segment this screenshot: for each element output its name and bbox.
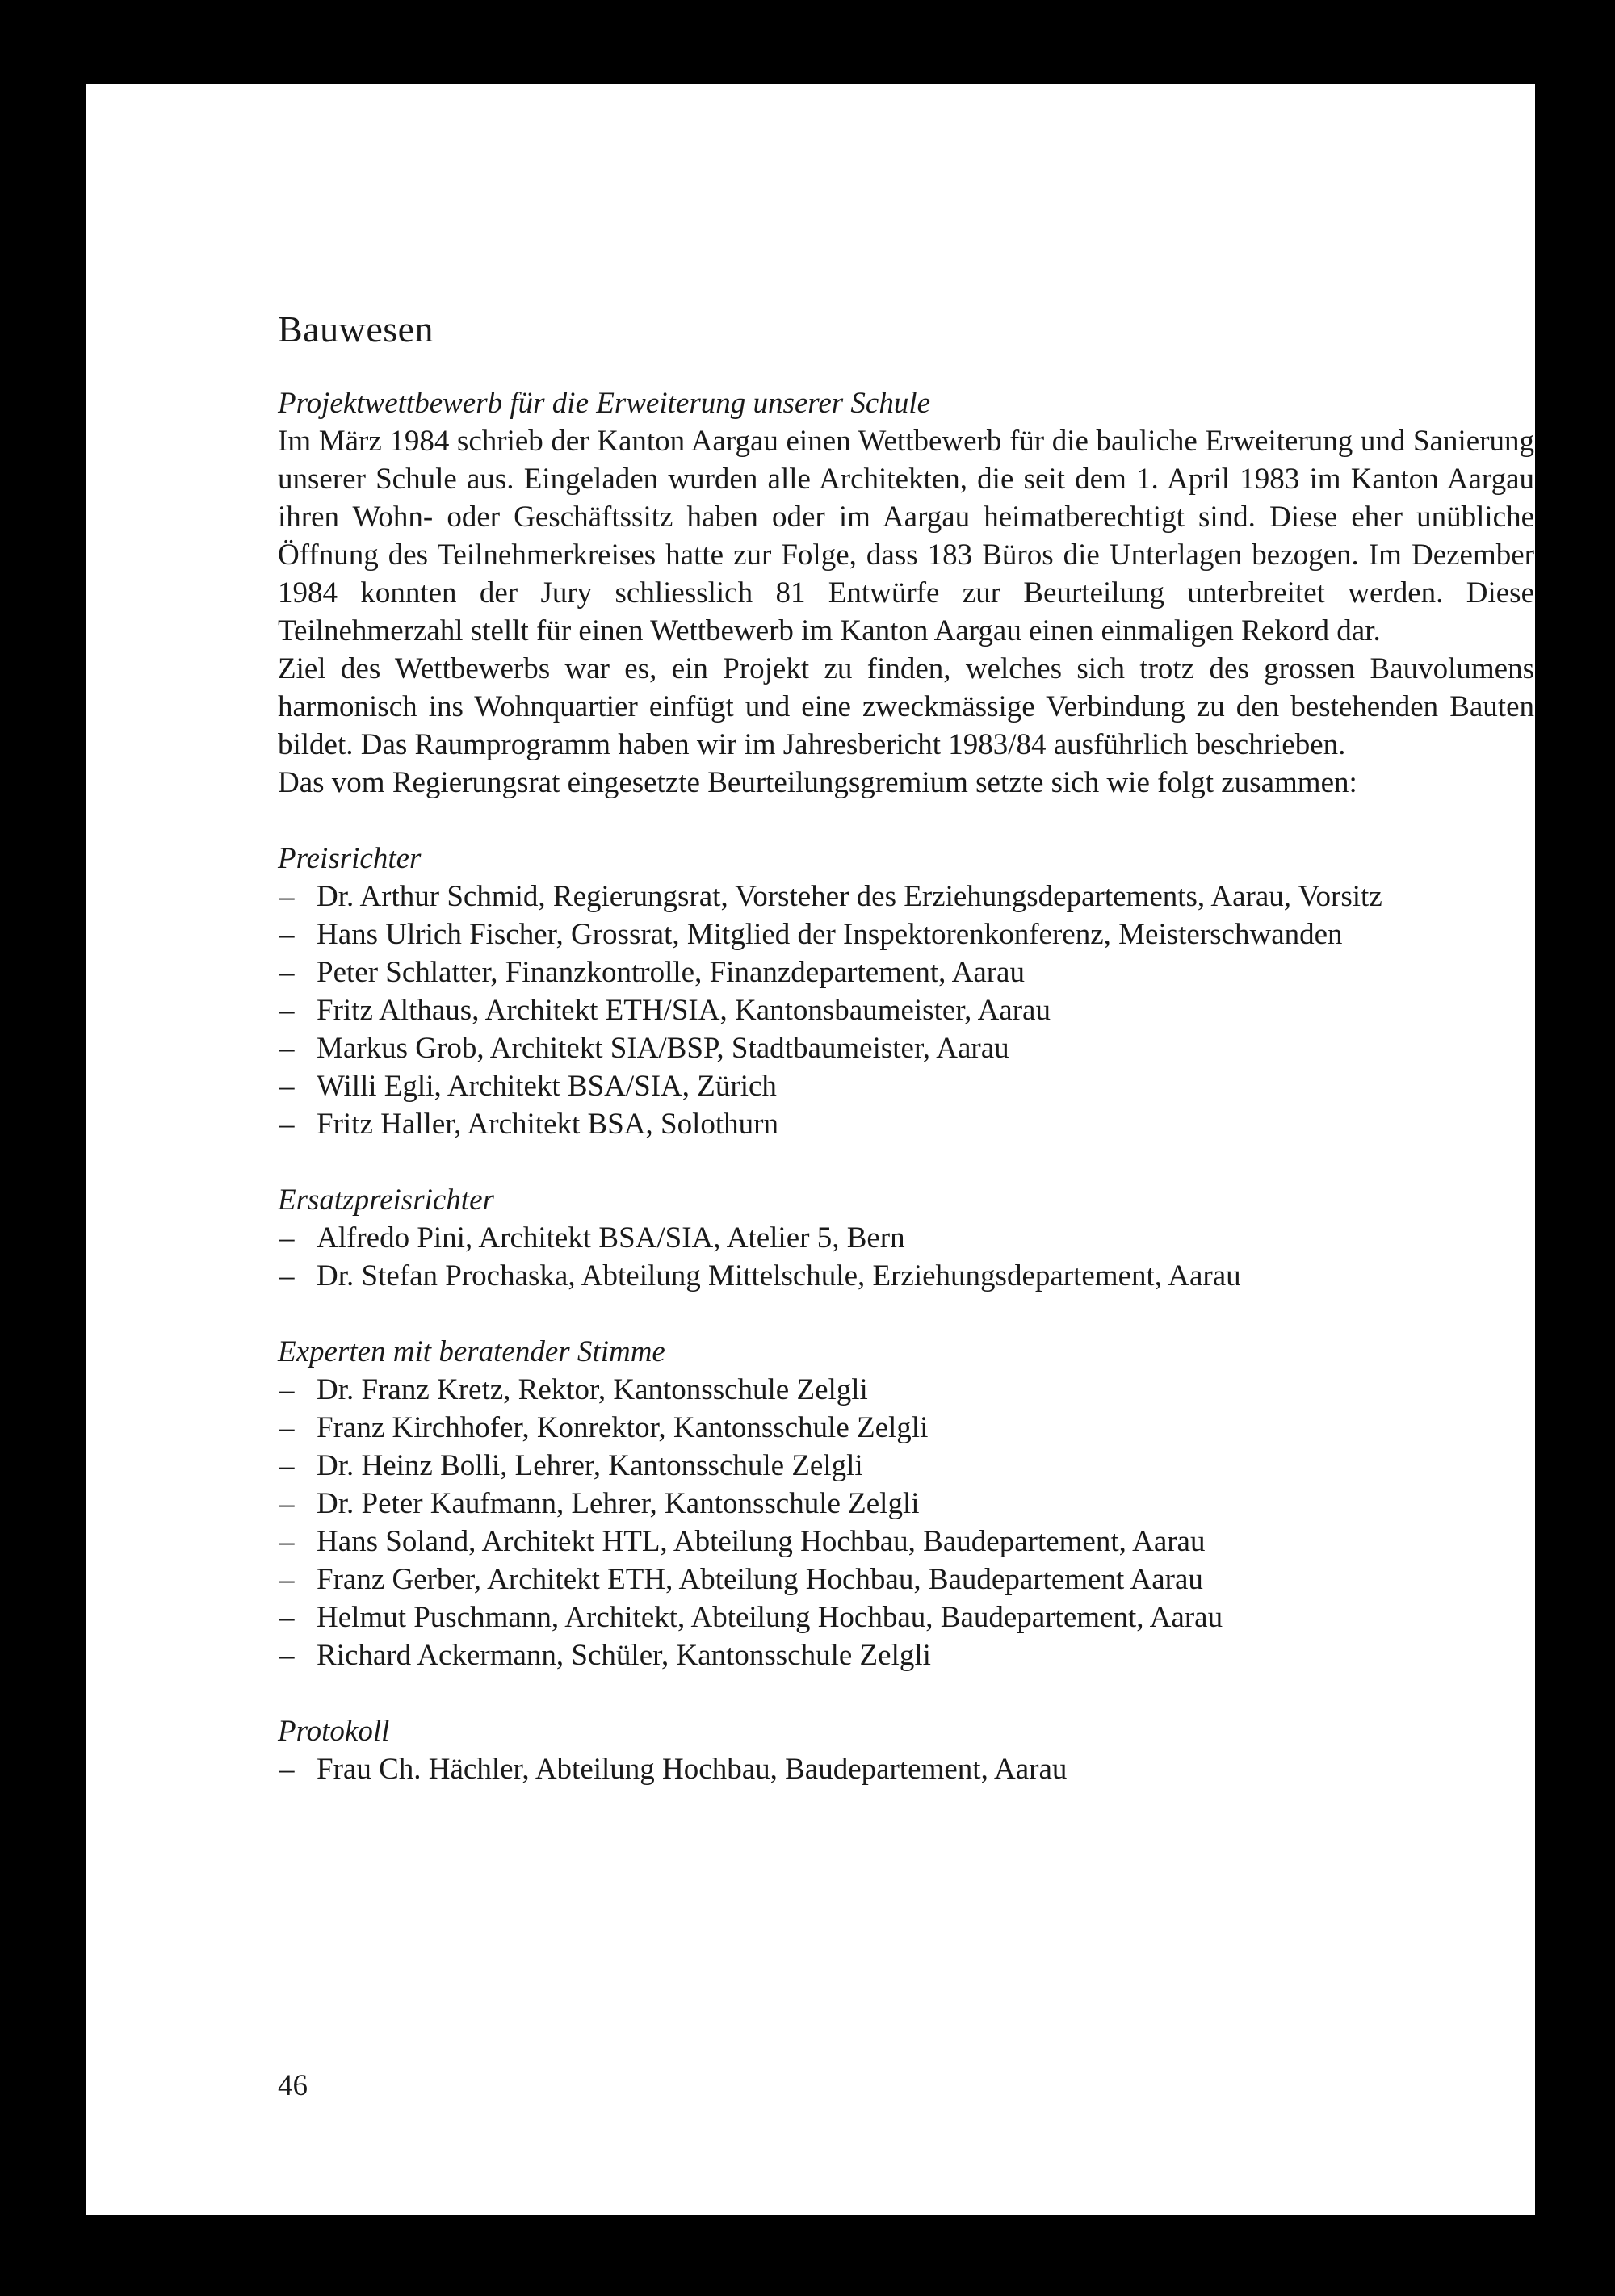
page-content (278, 305, 1534, 1788)
section-protokoll (278, 1712, 1534, 1788)
list-item (278, 991, 1534, 1029)
intro-paragraph-2: Ziel des Wettbewerbs war es, ein Projekt zu finden, welches sich trotz des grossen Bauvolumens harmonisch ins Wohnquartier einfügt und eine zweckmässige Verbindung zu den bestehenden Bauten bildet. Das Raumprogramm haben wir im Jahresbericht 1983/84 ausführlich beschrieben. (278, 652, 1534, 761)
list-item (278, 1523, 1534, 1561)
list-item (278, 1598, 1534, 1636)
list-item (278, 1219, 1534, 1257)
dash-marker: – (279, 1411, 295, 1444)
list-item (278, 1485, 1534, 1523)
list-item-text: Richard Ackermann, Schüler, Kantonsschule Zelgli (317, 1639, 931, 1672)
list-item-text: Frau Ch. Hächler, Abteilung Hochbau, Baudepartement, Aarau (317, 1753, 1068, 1786)
dash-marker: – (279, 880, 295, 913)
list-item (278, 1447, 1534, 1485)
dash-marker: – (279, 1070, 295, 1103)
list-item-text: Dr. Heinz Bolli, Lehrer, Kantonsschule Zelgli (317, 1449, 863, 1482)
intro-paragraph-3: Das vom Regierungsrat eingesetzte Beurteilungsgremium setzte sich wie folgt zusammen: (278, 766, 1357, 799)
section-title-experten: Experten mit beratender Stimme (278, 1335, 665, 1368)
section-ersatzpreisrichter (278, 1181, 1534, 1295)
list-item-text: Willi Egli, Architekt BSA/SIA, Zürich (317, 1070, 777, 1103)
list-item (278, 1636, 1534, 1674)
list-item-text: Dr. Arthur Schmid, Regierungsrat, Vorsteher des Erziehungsdepartements, Aarau, Vorsitz (317, 880, 1382, 913)
dash-marker: – (279, 1221, 295, 1255)
list-item-text: Franz Gerber, Architekt ETH, Abteilung Hochbau, Baudepartement Aarau (317, 1563, 1203, 1596)
list-item (278, 1409, 1534, 1447)
list-item-text: Fritz Althaus, Architekt ETH/SIA, Kantonsbaumeister, Aarau (317, 994, 1051, 1027)
dash-marker: – (279, 1259, 295, 1293)
dash-marker: – (279, 1032, 295, 1065)
list-ersatzpreisrichter (278, 1219, 1534, 1295)
dash-marker: – (279, 1639, 295, 1672)
list-experten (278, 1371, 1534, 1674)
section-title-ersatzpreisrichter: Ersatzpreisrichter (278, 1184, 494, 1217)
section-title-preisrichter: Preisrichter (278, 842, 422, 875)
list-item (278, 1067, 1534, 1105)
page-sheet (86, 84, 1535, 2215)
list-item (278, 1750, 1534, 1788)
list-protokoll (278, 1750, 1534, 1788)
dash-marker: – (279, 1601, 295, 1634)
dash-marker: – (279, 1563, 295, 1596)
page-title: Bauwesen (278, 308, 434, 350)
intro-paragraph-1: Im März 1984 schrieb der Kanton Aargau einen Wettbewerb für die bauliche Erweiterung und Sanierung unserer Schule aus. Eingeladen wurden alle Architekten, die seit dem 1. April 1983 im Kanton Aargau ihren Wohn- oder Geschäftssitz haben oder im Aargau heimatberechtigt sind. Diese eher unübliche Öffnung des Teilnehmerkreises hatte zur Folge, dass 183 Büros die Unterlagen bezogen. Im Dezember 1984 konnten der Jury schliesslich 81 Entwürfe zur Beurteilung unterbreitet werden. Diese Teilnehmerzahl stellt für einen Wettbewerb im Kanton Aargau einen einmaligen Rekord dar. (278, 425, 1534, 647)
intro-subtitle: Projektwettbewerb für die Erweiterung unserer Schule (278, 387, 931, 420)
section-experten (278, 1333, 1534, 1674)
dash-marker: – (279, 1487, 295, 1520)
list-item (278, 1029, 1534, 1067)
list-item (278, 953, 1534, 991)
dash-marker: – (279, 994, 295, 1027)
page-number: 46 (278, 2069, 308, 2102)
list-item (278, 1105, 1534, 1143)
list-item (278, 878, 1534, 915)
list-preisrichter (278, 878, 1534, 1143)
list-item-text: Dr. Franz Kretz, Rektor, Kantonsschule Zelgli (317, 1373, 868, 1406)
section-title-protokoll: Protokoll (278, 1715, 390, 1748)
dash-marker: – (279, 956, 295, 989)
list-item (278, 1561, 1534, 1598)
dash-marker: – (279, 1525, 295, 1558)
list-item-text: Franz Kirchhofer, Konrektor, Kantonsschule Zelgli (317, 1411, 929, 1444)
dash-marker: – (279, 918, 295, 951)
list-item-text: Hans Soland, Architekt HTL, Abteilung Hochbau, Baudepartement, Aarau (317, 1525, 1206, 1558)
dash-marker: – (279, 1108, 295, 1141)
dash-marker: – (279, 1373, 295, 1406)
list-item-text: Dr. Stefan Prochaska, Abteilung Mittelschule, Erziehungsdepartement, Aarau (317, 1259, 1241, 1293)
list-item-text: Fritz Haller, Architekt BSA, Solothurn (317, 1108, 778, 1141)
list-item-text: Markus Grob, Architekt SIA/BSP, Stadtbaumeister, Aarau (317, 1032, 1009, 1065)
list-item-text: Dr. Peter Kaufmann, Lehrer, Kantonsschule Zelgli (317, 1487, 920, 1520)
list-item-text: Helmut Puschmann, Architekt, Abteilung Hochbau, Baudepartement, Aarau (317, 1601, 1223, 1634)
dash-marker: – (279, 1449, 295, 1482)
list-item (278, 1371, 1534, 1409)
list-item-text: Peter Schlatter, Finanzkontrolle, Finanzdepartement, Aarau (317, 956, 1025, 989)
list-item-text: Hans Ulrich Fischer, Grossrat, Mitglied der Inspektorenkonferenz, Meisterschwanden (317, 918, 1343, 951)
list-item-text: Alfredo Pini, Architekt BSA/SIA, Atelier 5, Bern (317, 1221, 905, 1255)
list-item (278, 915, 1534, 953)
dash-marker: – (279, 1753, 295, 1786)
list-item (278, 1257, 1534, 1295)
section-preisrichter (278, 840, 1534, 1143)
